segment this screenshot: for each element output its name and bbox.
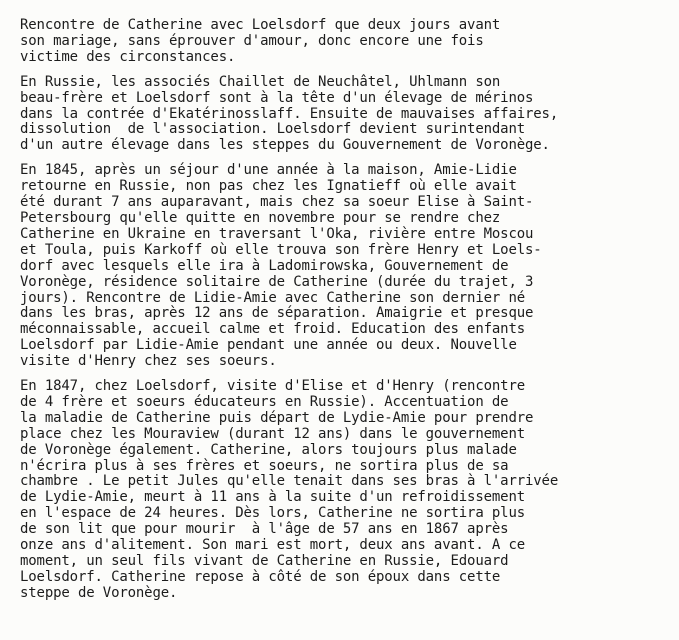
- text-line: de Voronège également. Catherine, alors toujours plus malade: [20, 441, 517, 458]
- text-line: retourne en Russie, non pas chez les Ignatieff où elle avait: [20, 178, 517, 195]
- paragraph-1: [20, 18, 670, 66]
- text-line: chambre . Le petit Jules qu'elle tenait dans ses bras à l'arrivée: [20, 473, 559, 490]
- text-line: et Toula, puis Karkoff où elle trouva son frère Henry et Loels-: [20, 241, 542, 258]
- text-line: méconnaissable, accueil calme et froid. Education des enfants: [20, 321, 526, 338]
- text-line: visite d'Henry chez ses soeurs.: [20, 353, 277, 370]
- text-line: dans la contrée d'Ekatérinosslaff. Ensuite de mauvaises affaires,: [20, 105, 559, 122]
- text-line: victime des circonstances.: [20, 48, 236, 65]
- text-line: onze ans d'alitement. Son mari est mort, deux ans avant. A ce: [20, 537, 526, 554]
- text-line: Loelsdorf par Lidie-Amie pendant une année ou deux. Nouvelle: [20, 337, 517, 354]
- text-line: Rencontre de Catherine avec Loelsdorf que deux jours avant: [20, 17, 501, 33]
- text-line: beau-frère et Loelsdorf sont à la tête d'un élevage de mérinos: [20, 89, 534, 106]
- text-line: de son lit que pour mourir à l'âge de 57 ans en 1867 après: [20, 521, 509, 538]
- text-line: Petersbourg qu'elle quitte en novembre pour se rendre chez: [20, 209, 501, 226]
- paragraph-3: [20, 163, 670, 370]
- text-line: Voronège, résidence solitaire de Catherine (durée du trajet, 3: [20, 273, 534, 290]
- text-line: En 1845, après un séjour d'une année à la maison, Amie-Lidie: [20, 162, 517, 179]
- text-line: dissolution de l'association. Loelsdorf devient surintendant: [20, 121, 526, 138]
- paragraph-2: [20, 75, 670, 155]
- text-line: moment, un seul fils vivant de Catherine en Russie, Edouard: [20, 553, 509, 569]
- text-line: d'un autre élevage dans les steppes du Gouvernement de Voronège.: [20, 137, 550, 154]
- text-line: la maladie de Catherine puis départ de Lydie-Amie pour prendre: [20, 409, 534, 426]
- text-line: son mariage, sans éprouver d'amour, donc encore une fois: [20, 32, 484, 49]
- text-line: steppe de Voronège.: [20, 584, 178, 601]
- text-line: dorf avec lesquels elle ira à Ladomirowska, Gouvernement de: [20, 257, 509, 274]
- typed-text: [20, 18, 670, 611]
- text-line: dans les bras, après 12 ans de séparation. Amaigrie et presque: [20, 305, 534, 322]
- text-line: été durant 7 ans auparavant, mais chez sa soeur Elise à Saint-: [20, 194, 534, 211]
- text-line: de Lydie-Amie, meurt à 11 ans à la suite d'un refroidissement: [20, 489, 526, 506]
- text-line: Catherine en Ukraine en traversant l'Oka, rivière entre Moscou: [20, 225, 534, 242]
- text-line: n'écrira plus à ses frères et soeurs, ne sortira plus de sa: [20, 457, 509, 474]
- text-line: En Russie, les associés Chaillet de Neuchâtel, Uhlmann son: [20, 73, 501, 90]
- text-line: Loelsdorf. Catherine repose à côté de son époux dans cette: [20, 568, 501, 585]
- text-line: en l'espace de 24 heures. Dès lors, Catherine ne sortira plus: [20, 505, 526, 522]
- paragraph-4: [20, 379, 670, 602]
- text-line: place chez les Mouraview (durant 12 ans) dans le gouvernement: [20, 425, 526, 442]
- text-line: En 1847, chez Loelsdorf, visite d'Elise et d'Henry (rencontre: [20, 378, 526, 395]
- text-line: de 4 frère et soeurs éducateurs en Russie). Accentuation de: [20, 393, 509, 410]
- text-line: jours). Rencontre de Lidie-Amie avec Catherine son dernier né: [20, 289, 526, 306]
